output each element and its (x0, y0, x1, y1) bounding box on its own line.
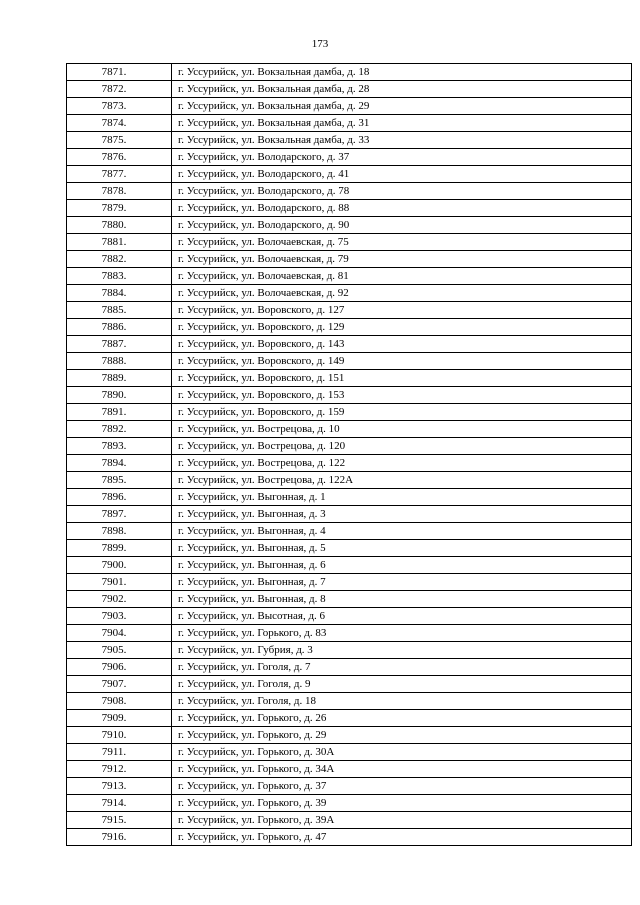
row-number: 7886. (67, 319, 172, 336)
row-address: г. Уссурийск, ул. Воровского, д. 159 (172, 404, 632, 421)
row-number: 7873. (67, 98, 172, 115)
row-address: г. Уссурийск, ул. Высотная, д. 6 (172, 608, 632, 625)
table-row (67, 336, 632, 353)
row-number: 7871. (67, 64, 172, 81)
row-address: г. Уссурийск, ул. Воровского, д. 127 (172, 302, 632, 319)
row-number: 7880. (67, 217, 172, 234)
table-row (67, 778, 632, 795)
row-address: г. Уссурийск, ул. Горького, д. 26 (172, 710, 632, 727)
row-address: г. Уссурийск, ул. Выгонная, д. 6 (172, 557, 632, 574)
table-row (67, 693, 632, 710)
table-row (67, 319, 632, 336)
row-address: г. Уссурийск, ул. Володарского, д. 78 (172, 183, 632, 200)
row-number: 7911. (67, 744, 172, 761)
row-address: г. Уссурийск, ул. Вострецова, д. 122А (172, 472, 632, 489)
address-table-body (67, 64, 632, 846)
row-address: г. Уссурийск, ул. Воровского, д. 149 (172, 353, 632, 370)
table-row (67, 625, 632, 642)
row-number: 7872. (67, 81, 172, 98)
table-row (67, 251, 632, 268)
row-address: г. Уссурийск, ул. Вострецова, д. 120 (172, 438, 632, 455)
row-number: 7903. (67, 608, 172, 625)
row-address: г. Уссурийск, ул. Горького, д. 47 (172, 829, 632, 846)
row-number: 7881. (67, 234, 172, 251)
row-number: 7883. (67, 268, 172, 285)
table-row (67, 64, 632, 81)
row-address: г. Уссурийск, ул. Гоголя, д. 18 (172, 693, 632, 710)
table-row (67, 557, 632, 574)
row-number: 7877. (67, 166, 172, 183)
row-number: 7915. (67, 812, 172, 829)
table-row (67, 166, 632, 183)
row-number: 7879. (67, 200, 172, 217)
row-number: 7909. (67, 710, 172, 727)
table-row (67, 149, 632, 166)
row-address: г. Уссурийск, ул. Воровского, д. 153 (172, 387, 632, 404)
row-address: г. Уссурийск, ул. Вокзальная дамба, д. 18 (172, 64, 632, 81)
row-address: г. Уссурийск, ул. Волочаевская, д. 79 (172, 251, 632, 268)
row-number: 7889. (67, 370, 172, 387)
table-row (67, 727, 632, 744)
row-number: 7893. (67, 438, 172, 455)
table-row (67, 642, 632, 659)
table-row (67, 353, 632, 370)
row-number: 7878. (67, 183, 172, 200)
row-address: г. Уссурийск, ул. Горького, д. 34А (172, 761, 632, 778)
row-address: г. Уссурийск, ул. Володарского, д. 88 (172, 200, 632, 217)
table-row (67, 659, 632, 676)
row-number: 7907. (67, 676, 172, 693)
row-address: г. Уссурийск, ул. Выгонная, д. 1 (172, 489, 632, 506)
row-number: 7906. (67, 659, 172, 676)
row-number: 7887. (67, 336, 172, 353)
row-number: 7898. (67, 523, 172, 540)
row-number: 7910. (67, 727, 172, 744)
row-address: г. Уссурийск, ул. Воровского, д. 129 (172, 319, 632, 336)
row-address: г. Уссурийск, ул. Горького, д. 39 (172, 795, 632, 812)
page-number: 173 (311, 38, 329, 50)
row-number: 7908. (67, 693, 172, 710)
row-address: г. Уссурийск, ул. Володарского, д. 41 (172, 166, 632, 183)
row-address: г. Уссурийск, ул. Вокзальная дамба, д. 33 (172, 132, 632, 149)
row-number: 7876. (67, 149, 172, 166)
table-row (67, 285, 632, 302)
table-row (67, 506, 632, 523)
row-address: г. Уссурийск, ул. Вострецова, д. 10 (172, 421, 632, 438)
table-row (67, 761, 632, 778)
row-number: 7875. (67, 132, 172, 149)
row-number: 7892. (67, 421, 172, 438)
row-address: г. Уссурийск, ул. Горького, д. 30А (172, 744, 632, 761)
table-row (67, 812, 632, 829)
row-address: г. Уссурийск, ул. Вострецова, д. 122 (172, 455, 632, 472)
table-row (67, 421, 632, 438)
row-number: 7901. (67, 574, 172, 591)
table-row (67, 795, 632, 812)
address-table (66, 63, 632, 846)
row-number: 7916. (67, 829, 172, 846)
row-address: г. Уссурийск, ул. Губрия, д. 3 (172, 642, 632, 659)
row-address: г. Уссурийск, ул. Выгонная, д. 4 (172, 523, 632, 540)
table-row (67, 489, 632, 506)
table-row (67, 523, 632, 540)
table-row (67, 132, 632, 149)
table-row (67, 81, 632, 98)
row-number: 7884. (67, 285, 172, 302)
row-number: 7904. (67, 625, 172, 642)
row-address: г. Уссурийск, ул. Выгонная, д. 5 (172, 540, 632, 557)
table-row (67, 829, 632, 846)
row-number: 7914. (67, 795, 172, 812)
row-number: 7882. (67, 251, 172, 268)
row-number: 7895. (67, 472, 172, 489)
table-row (67, 387, 632, 404)
table-row (67, 404, 632, 421)
row-number: 7890. (67, 387, 172, 404)
row-number: 7900. (67, 557, 172, 574)
table-row (67, 574, 632, 591)
row-number: 7888. (67, 353, 172, 370)
row-address: г. Уссурийск, ул. Выгонная, д. 8 (172, 591, 632, 608)
table-row (67, 744, 632, 761)
row-number: 7896. (67, 489, 172, 506)
table-row (67, 455, 632, 472)
row-address: г. Уссурийск, ул. Володарского, д. 37 (172, 149, 632, 166)
row-number: 7891. (67, 404, 172, 421)
row-number: 7885. (67, 302, 172, 319)
row-number: 7902. (67, 591, 172, 608)
table-row (67, 540, 632, 557)
row-address: г. Уссурийск, ул. Выгонная, д. 7 (172, 574, 632, 591)
table-row (67, 608, 632, 625)
row-number: 7905. (67, 642, 172, 659)
table-row (67, 438, 632, 455)
row-address: г. Уссурийск, ул. Володарского, д. 90 (172, 217, 632, 234)
row-address: г. Уссурийск, ул. Горького, д. 37 (172, 778, 632, 795)
row-address: г. Уссурийск, ул. Воровского, д. 143 (172, 336, 632, 353)
row-address: г. Уссурийск, ул. Волочаевская, д. 75 (172, 234, 632, 251)
row-number: 7899. (67, 540, 172, 557)
table-row (67, 591, 632, 608)
row-address: г. Уссурийск, ул. Вокзальная дамба, д. 28 (172, 81, 632, 98)
table-row (67, 217, 632, 234)
table-row (67, 302, 632, 319)
table-row (67, 268, 632, 285)
row-address: г. Уссурийск, ул. Гоголя, д. 7 (172, 659, 632, 676)
table-row (67, 200, 632, 217)
table-row (67, 183, 632, 200)
table-row (67, 98, 632, 115)
row-address: г. Уссурийск, ул. Волочаевская, д. 92 (172, 285, 632, 302)
row-address: г. Уссурийск, ул. Вокзальная дамба, д. 31 (172, 115, 632, 132)
table-row (67, 115, 632, 132)
table-row (67, 370, 632, 387)
row-address: г. Уссурийск, ул. Волочаевская, д. 81 (172, 268, 632, 285)
row-number: 7913. (67, 778, 172, 795)
table-row (67, 234, 632, 251)
table-row (67, 472, 632, 489)
row-address: г. Уссурийск, ул. Воровского, д. 151 (172, 370, 632, 387)
row-address: г. Уссурийск, ул. Гоголя, д. 9 (172, 676, 632, 693)
row-address: г. Уссурийск, ул. Горького, д. 29 (172, 727, 632, 744)
row-address: г. Уссурийск, ул. Вокзальная дамба, д. 29 (172, 98, 632, 115)
row-address: г. Уссурийск, ул. Горького, д. 39А (172, 812, 632, 829)
table-row (67, 676, 632, 693)
row-address: г. Уссурийск, ул. Горького, д. 83 (172, 625, 632, 642)
row-number: 7894. (67, 455, 172, 472)
row-number: 7874. (67, 115, 172, 132)
table-row (67, 710, 632, 727)
row-address: г. Уссурийск, ул. Выгонная, д. 3 (172, 506, 632, 523)
row-number: 7897. (67, 506, 172, 523)
row-number: 7912. (67, 761, 172, 778)
